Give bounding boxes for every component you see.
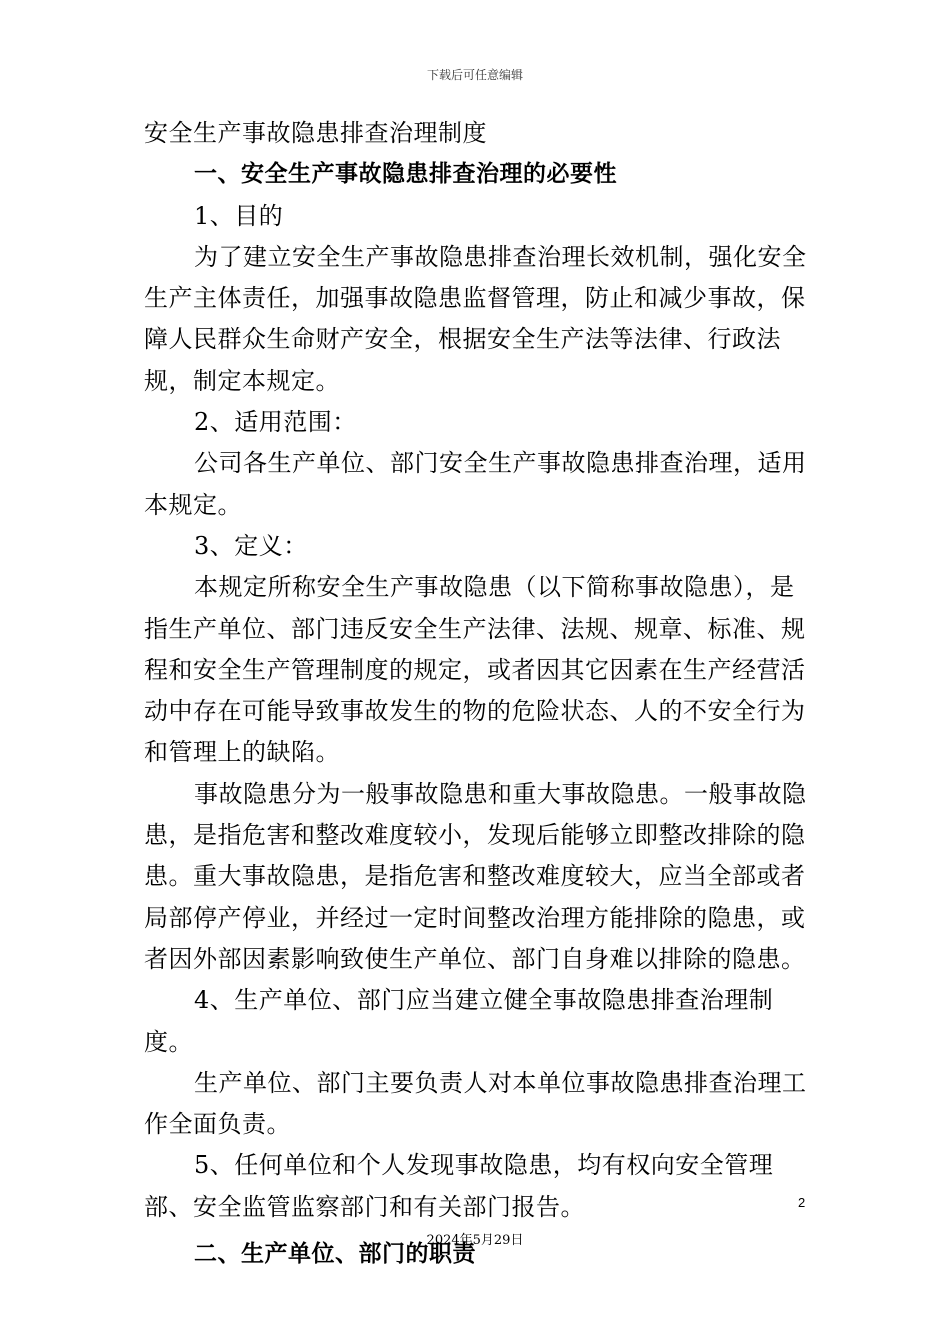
item-1-paragraph: 为了建立安全生产事故隐患排查治理长效机制，强化安全生产主体责任，加强事故隐患监督管理，防止和减少事故，保障人民群众生命财产安全，根据安全生产法等法律、行政法规，制定本规定。 xyxy=(144,242,807,395)
section-2-heading: 二、生产单位、部门的职责 xyxy=(194,1241,476,1268)
item-4-paragraph: 生产单位、部门主要负责人对本单位事故隐患排查治理工作全面负责。 xyxy=(144,1068,807,1139)
item-5-paragraph: 5、任何单位和个人发现事故隐患，均有权向安全管理部、安全监管监察部门和有关部门报告。 xyxy=(144,1151,774,1221)
item-2-heading: 2、适用范围： xyxy=(194,408,357,437)
document-title: 安全生产事故隐患排查治理制度 xyxy=(144,119,487,147)
item-4-heading: 4、生产单位、部门应当建立健全事故隐患排查治理制度。 xyxy=(144,986,774,1056)
item-2-paragraph: 公司各生产单位、部门安全生产事故隐患排查治理，适用本规定。 xyxy=(144,449,807,519)
document-body xyxy=(144,113,808,1275)
footer-date: 2024年5月29日 xyxy=(426,1233,524,1248)
item-1-heading: 1、目的 xyxy=(194,201,284,230)
section-1-heading: 一、安全生产事故隐患排查治理的必要性 xyxy=(194,161,617,188)
page-number: 2 xyxy=(798,1195,806,1210)
page-header: 下载后可任意编辑 xyxy=(426,68,523,82)
item-3-heading: 3、定义： xyxy=(194,531,308,560)
item-3-paragraph: 本规定所称安全生产事故隐患（以下简称事故隐患），是指生产单位、部门违反安全生产法律、法规、规章、标准、规程和安全生产管理制度的规定，或者因其它因素在生产经营活动中存在可能导致事故发生的物的危险状态、人的不安全行为和管理上的缺陷。 xyxy=(144,573,806,767)
item-3-paragraph-2: 事故隐患分为一般事故隐患和重大事故隐患。一般事故隐患，是指危害和整改难度较小，发现后能够立即整改排除的隐患。重大事故隐患，是指危害和整改难度较大，应当全部或者局部停产停业，并经过一定时间整改治理方能排除的隐患，或者因外部因素影响致使生产单位、部门自身难以排除的隐患。 xyxy=(144,779,807,973)
